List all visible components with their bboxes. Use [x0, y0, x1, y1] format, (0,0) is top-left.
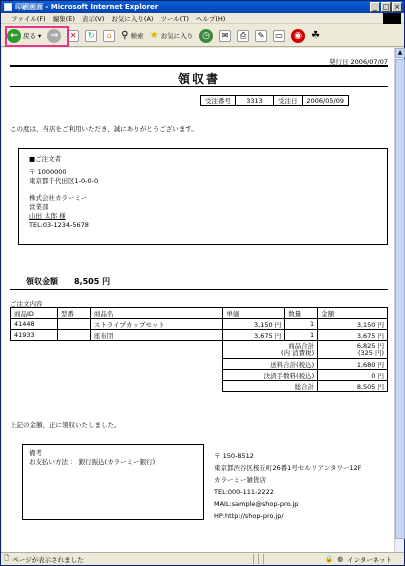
customer-box: [18, 148, 388, 245]
total-value: 8,505 円: [74, 277, 111, 286]
column-header: 金額: [318, 308, 388, 319]
page-done-icon: 🗋: [4, 553, 10, 562]
subtotal-value: [318, 341, 388, 359]
shop-info: [214, 450, 361, 522]
customer-name: 山田 太郎 様: [29, 212, 66, 220]
shipping-value: 1,680 円: [318, 359, 388, 370]
item-model: [57, 330, 90, 341]
grand-total-label: 総合計: [223, 381, 318, 392]
thanks-message: この度は、当店をご利用いただき、誠にありがとうございます。: [10, 125, 198, 133]
search-button[interactable]: [121, 30, 143, 41]
windows-logo-icon: [383, 13, 401, 24]
column-header: 商品名: [90, 308, 223, 319]
remark-heading: 備考: [29, 449, 42, 457]
menu-favorites[interactable]: お気に入り(A): [111, 14, 154, 23]
fee-row: [11, 370, 388, 381]
order-caption: ご注文内容: [10, 300, 43, 308]
maximize-button[interactable]: □: [382, 3, 390, 11]
ie-app-icon: [4, 3, 12, 11]
remark-box: [22, 444, 204, 520]
status-bar: [1, 552, 404, 565]
dropdown-arrow-icon[interactable]: ▾: [38, 31, 42, 40]
minimize-button[interactable]: _: [370, 2, 380, 12]
vertical-scrollbar[interactable]: [394, 48, 404, 552]
customer-department: 営業部: [29, 203, 49, 211]
column-header: 数量: [285, 308, 318, 319]
item-id: 41933: [11, 330, 58, 341]
item-name: 座布団: [90, 330, 223, 341]
menu-bar: [1, 13, 404, 24]
customer-heading: ■ご注文者: [29, 155, 62, 163]
shop-name: カラーミー雑貨店: [214, 476, 266, 484]
grand-total-row: [11, 381, 388, 392]
item-price: 3,150 円: [223, 319, 285, 330]
shop-postal: 〒 150-8512: [214, 452, 254, 460]
title-rule: [10, 86, 388, 87]
column-header: 単価: [223, 308, 285, 319]
window-title: 印刷画面 - Microsoft Internet Explorer: [15, 3, 159, 11]
order-number-value: 3313: [236, 96, 274, 106]
receipt-title: 領収書: [177, 72, 220, 86]
item-amount: 3,675 円: [318, 330, 388, 341]
table-row: [11, 330, 388, 341]
page-viewport: [2, 48, 394, 552]
issue-date-value: 2006/07/07: [350, 58, 388, 66]
total-rule: [10, 289, 388, 290]
issue-date-label: 発行日: [328, 58, 349, 66]
fee-value: 0 円: [318, 370, 388, 381]
item-qty: 1: [285, 330, 318, 341]
subtotal-label-line1: 商品合計: [288, 341, 315, 350]
research-icon[interactable]: ◉: [291, 29, 305, 43]
item-model: [57, 319, 90, 330]
close-button[interactable]: ×: [392, 2, 402, 12]
item-amount: 3,150 円: [318, 319, 388, 330]
back-button-highlight: [5, 26, 69, 47]
customer-address: 東京都千代田区1-0-0-0: [29, 177, 99, 185]
customer-company: 株式会社カラーミー: [29, 194, 88, 202]
print-icon[interactable]: ⎙: [237, 30, 249, 42]
subtotal-row: [11, 341, 388, 359]
subtotal-label: [223, 341, 318, 359]
item-id: 41448: [11, 319, 58, 330]
column-header: 商品ID: [11, 308, 58, 319]
menu-help[interactable]: ヘルプ(H): [195, 14, 226, 23]
favorites-button[interactable]: [150, 30, 193, 41]
top-rule: [10, 65, 388, 67]
shipping-row: [11, 359, 388, 370]
refresh-icon[interactable]: ↻: [85, 30, 97, 42]
item-price: 3,675 円: [223, 330, 285, 341]
shop-hp: HP:http://shop-pro.jp/: [214, 512, 284, 520]
menu-tools[interactable]: ツール(T): [160, 14, 189, 23]
favorites-label: お気に入り: [160, 32, 194, 40]
menu-view[interactable]: 表示(V): [81, 14, 105, 23]
security-zone: インターネット: [347, 555, 392, 564]
shop-mail: MAIL:sample@shop-pro.jp: [214, 500, 299, 508]
customer-tel: TEL:03-1234-5678: [29, 221, 89, 229]
scroll-thumb[interactable]: [395, 59, 405, 539]
forward-button[interactable]: →: [47, 29, 61, 43]
subtotal-tax: (325 円): [357, 348, 384, 357]
favorites-star-icon: ★: [149, 30, 159, 41]
menu-edit[interactable]: 編集(E): [52, 14, 75, 23]
shop-tel: TEL:000-111-2222: [214, 488, 274, 496]
back-label: 戻る: [23, 32, 36, 40]
total-label: 領収金額: [26, 277, 58, 286]
table-header-row: [11, 308, 388, 319]
receipt-total: [26, 276, 110, 287]
order-date-label: 受注日: [274, 96, 303, 106]
item-qty: 1: [285, 319, 318, 330]
internet-zone-icon: ◍: [337, 555, 344, 563]
messenger-icon[interactable]: ☘: [311, 30, 321, 41]
received-note: 上記の金額、正に領収いたしました。: [10, 421, 121, 429]
mail-icon[interactable]: ✉: [219, 30, 231, 42]
search-label: 検索: [130, 32, 144, 40]
remark-payment: お支払い方法 ： 銀行振込(カラーミー銀行): [29, 458, 156, 466]
history-icon[interactable]: ◷: [199, 29, 213, 43]
edit-icon[interactable]: ✎: [255, 30, 267, 42]
search-icon: ⚲: [121, 30, 129, 41]
discuss-icon[interactable]: ▭: [273, 30, 285, 42]
order-items-table: [10, 307, 388, 392]
title-bar: [1, 1, 404, 13]
shop-address: 東京都渋谷区桜丘町26番1号セルリアンタワー12F: [214, 464, 362, 472]
order-meta-table: [200, 95, 349, 106]
table-row: [11, 319, 388, 330]
status-message: ページが表示されました: [12, 555, 84, 564]
stop-icon[interactable]: ✕: [67, 30, 79, 42]
shipping-label: 送料合計(税込): [223, 359, 318, 370]
fee-label: 決済手数料(税込): [223, 370, 318, 381]
menu-file[interactable]: ファイル(F): [11, 14, 46, 23]
back-arrow-icon: ←: [7, 29, 21, 43]
grand-total-value: 8,505 円: [318, 381, 388, 392]
scroll-up-icon[interactable]: ▲: [395, 48, 405, 58]
customer-postal: 〒 1000000: [29, 168, 67, 176]
order-date-value: 2006/05/09: [302, 96, 348, 106]
order-number-label: 受注番号: [201, 96, 236, 106]
column-header: 型番: [57, 308, 90, 319]
home-icon[interactable]: ⌂: [103, 30, 115, 42]
subtotal-amount: 6,825 円: [356, 341, 384, 350]
item-name: ストライプカップセット: [90, 319, 223, 330]
subtotal-label-line2: (内 消費税): [281, 348, 315, 357]
lock-icon: 🔒: [325, 555, 334, 563]
